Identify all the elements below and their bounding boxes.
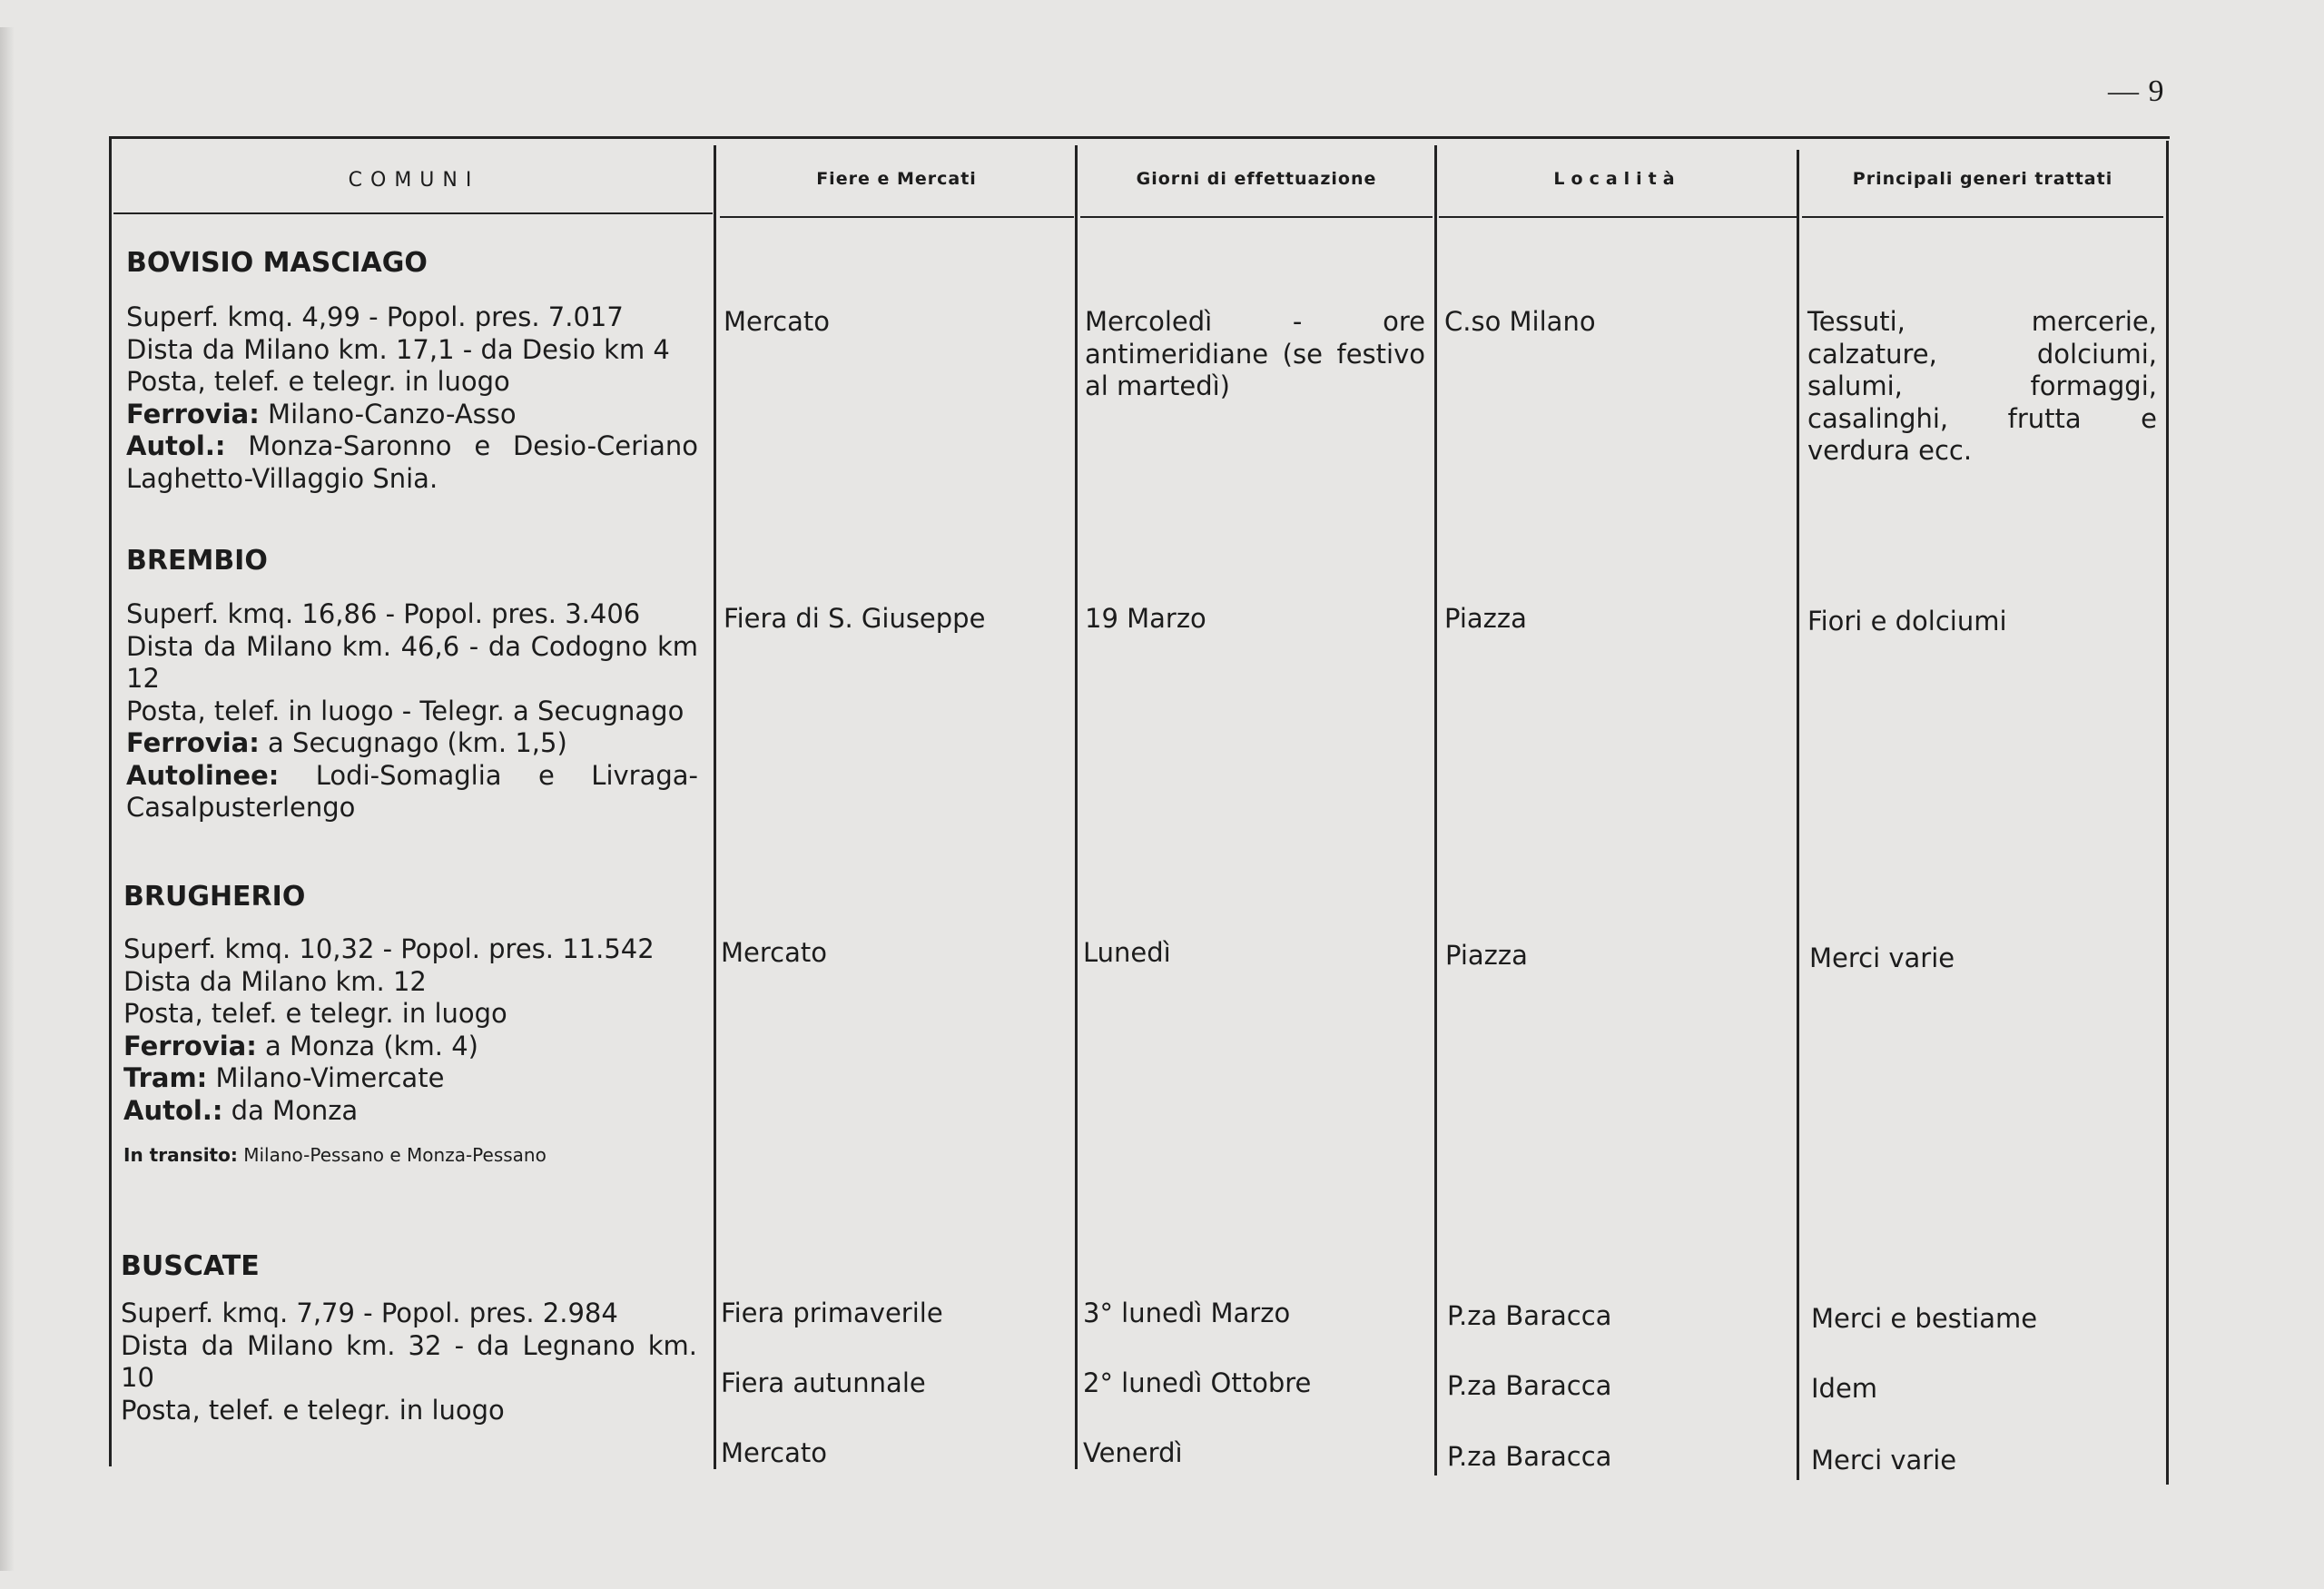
- info-label: Ferrovia:: [126, 727, 260, 758]
- info-line: Dista da Milano km. 17,1 - da Desio km 4: [126, 333, 670, 365]
- info-value: da Monza: [222, 1094, 359, 1126]
- comune-info: [126, 598, 698, 824]
- column-rule-right: [2166, 141, 2169, 1485]
- info-line: [123, 1062, 698, 1095]
- table-top-rule: [109, 136, 2170, 139]
- info-line: Posta, telef. e telegr. in luogo: [123, 998, 507, 1029]
- info-line: Posta, telef. e telegr. in luogo: [121, 1394, 505, 1426]
- column-rule-3: [1434, 145, 1437, 1476]
- localita-cell: P.za Baracca: [1447, 1441, 1612, 1472]
- generi-header-underline: [1802, 216, 2163, 218]
- header-giorni-di-effettuazione: Giorni di effettuazione: [1136, 169, 1377, 189]
- info-line: Posta, telef. in luogo - Telegr. a Secugnago: [126, 695, 684, 726]
- info-line: Superf. kmq. 16,86 - Popol. pres. 3.406: [126, 598, 641, 629]
- generi-cell: Tessuti, mercerie, calzature, dolciumi, salumi, formaggi, casalinghi, frutta e verdura ecc.: [1807, 306, 2157, 466]
- localita-cell: C.so Milano: [1444, 306, 1596, 337]
- info-line: Superf. kmq. 4,99 - Popol. pres. 7.017: [126, 301, 624, 332]
- info-value: Monza-Saronno e Desio-Ceriano Laghetto-Villaggio Snia.: [126, 430, 698, 494]
- localita-cell: P.za Baracca: [1447, 1300, 1612, 1331]
- info-line: Superf. kmq. 10,32 - Popol. pres. 11.542: [123, 933, 655, 964]
- localita-cell: Piazza: [1444, 603, 1527, 634]
- giorno-cell: Mercoledì - ore antimeridiane (se festivo al martedì): [1085, 306, 1425, 401]
- info-line: [126, 760, 698, 824]
- localita-header-underline: [1439, 216, 1797, 218]
- info-value: a Secugnago (km. 1,5): [259, 727, 567, 758]
- info-value: Milano-Vimercate: [207, 1062, 445, 1093]
- info-line: [123, 1031, 698, 1063]
- giorni-header-underline: [1080, 216, 1433, 218]
- info-line: Dista da Milano km. 46,6 - da Codogno km 12: [126, 630, 698, 694]
- comune-info: [126, 301, 698, 495]
- localita-cell: P.za Baracca: [1447, 1370, 1612, 1401]
- info-line: [123, 1095, 698, 1128]
- fiera-cell: Fiera primaverile: [721, 1298, 943, 1328]
- info-label: Ferrovia:: [126, 398, 260, 429]
- fiera-cell: Mercato: [721, 1437, 827, 1468]
- page-number: — 9: [2108, 74, 2165, 108]
- info-line: Dista da Milano km. 32 - da Legnano km. 10: [121, 1329, 697, 1393]
- fiera-cell: Fiera autunnale: [721, 1367, 926, 1398]
- info-label: Tram:: [123, 1062, 208, 1093]
- column-rule-1: [714, 145, 716, 1469]
- column-rule-left: [109, 136, 112, 1466]
- info-line: Dista da Milano km. 12: [123, 965, 427, 997]
- fiera-cell: Fiera di S. Giuseppe: [724, 603, 986, 634]
- transit-label: In transito:: [123, 1144, 238, 1166]
- info-line: [126, 399, 698, 431]
- info-value: a Monza (km. 4): [256, 1030, 478, 1061]
- comune-info: [123, 933, 698, 1172]
- generi-cell: Merci varie: [1809, 943, 1955, 973]
- info-label: Autol.:: [123, 1094, 223, 1126]
- info-value: Milano-Canzo-Asso: [259, 398, 517, 429]
- comuni-header-underline: [113, 212, 713, 214]
- generi-cell: Merci varie: [1811, 1445, 1957, 1476]
- info-line: [126, 727, 698, 760]
- generi-cell: Idem: [1811, 1373, 1878, 1404]
- giorno-cell: Venerdì: [1083, 1437, 1183, 1468]
- page-edge-shadow: [0, 27, 15, 1571]
- info-value: Lodi-Somaglia e Livraga-Casalpusterlengo: [126, 759, 698, 823]
- giorno-cell: 2° lunedì Ottobre: [1083, 1367, 1312, 1398]
- fiere-header-underline: [720, 216, 1074, 218]
- header-principali-generi-trattati: Principali generi trattati: [1852, 169, 2113, 189]
- giorno-cell: 3° lunedì Marzo: [1083, 1298, 1291, 1328]
- transit-value: Milano-Pessano e Monza-Pessano: [237, 1144, 547, 1166]
- info-line: [126, 430, 698, 495]
- giorno-cell: Lunedì: [1083, 937, 1171, 968]
- info-label: Autol.:: [126, 430, 226, 461]
- comune-name: BUSCATE: [121, 1250, 260, 1282]
- info-line: Superf. kmq. 7,79 - Popol. pres. 2.984: [121, 1298, 618, 1328]
- localita-cell: Piazza: [1445, 940, 1528, 971]
- column-rule-2: [1075, 145, 1078, 1469]
- info-label: Autolinee:: [126, 759, 280, 791]
- header-fiere-e-mercati: Fiere e Mercati: [816, 169, 977, 189]
- fiera-cell: Mercato: [724, 306, 830, 337]
- comune-name: BREMBIO: [126, 545, 268, 577]
- comune-name: BRUGHERIO: [123, 881, 306, 913]
- comune-info: [121, 1298, 697, 1426]
- transit-line: [123, 1140, 698, 1172]
- comune-name: BOVISIO MASCIAGO: [126, 247, 428, 279]
- header-localita: Località: [1553, 169, 1681, 189]
- header-comuni: COMUNI: [348, 169, 480, 192]
- generi-cell: Merci e bestiame: [1811, 1303, 2038, 1334]
- column-rule-4: [1797, 150, 1799, 1480]
- info-line: Posta, telef. e telegr. in luogo: [126, 366, 510, 397]
- generi-cell: Fiori e dolciumi: [1807, 606, 2007, 637]
- fiera-cell: Mercato: [721, 937, 827, 968]
- info-label: Ferrovia:: [123, 1030, 257, 1061]
- giorno-cell: 19 Marzo: [1085, 603, 1206, 634]
